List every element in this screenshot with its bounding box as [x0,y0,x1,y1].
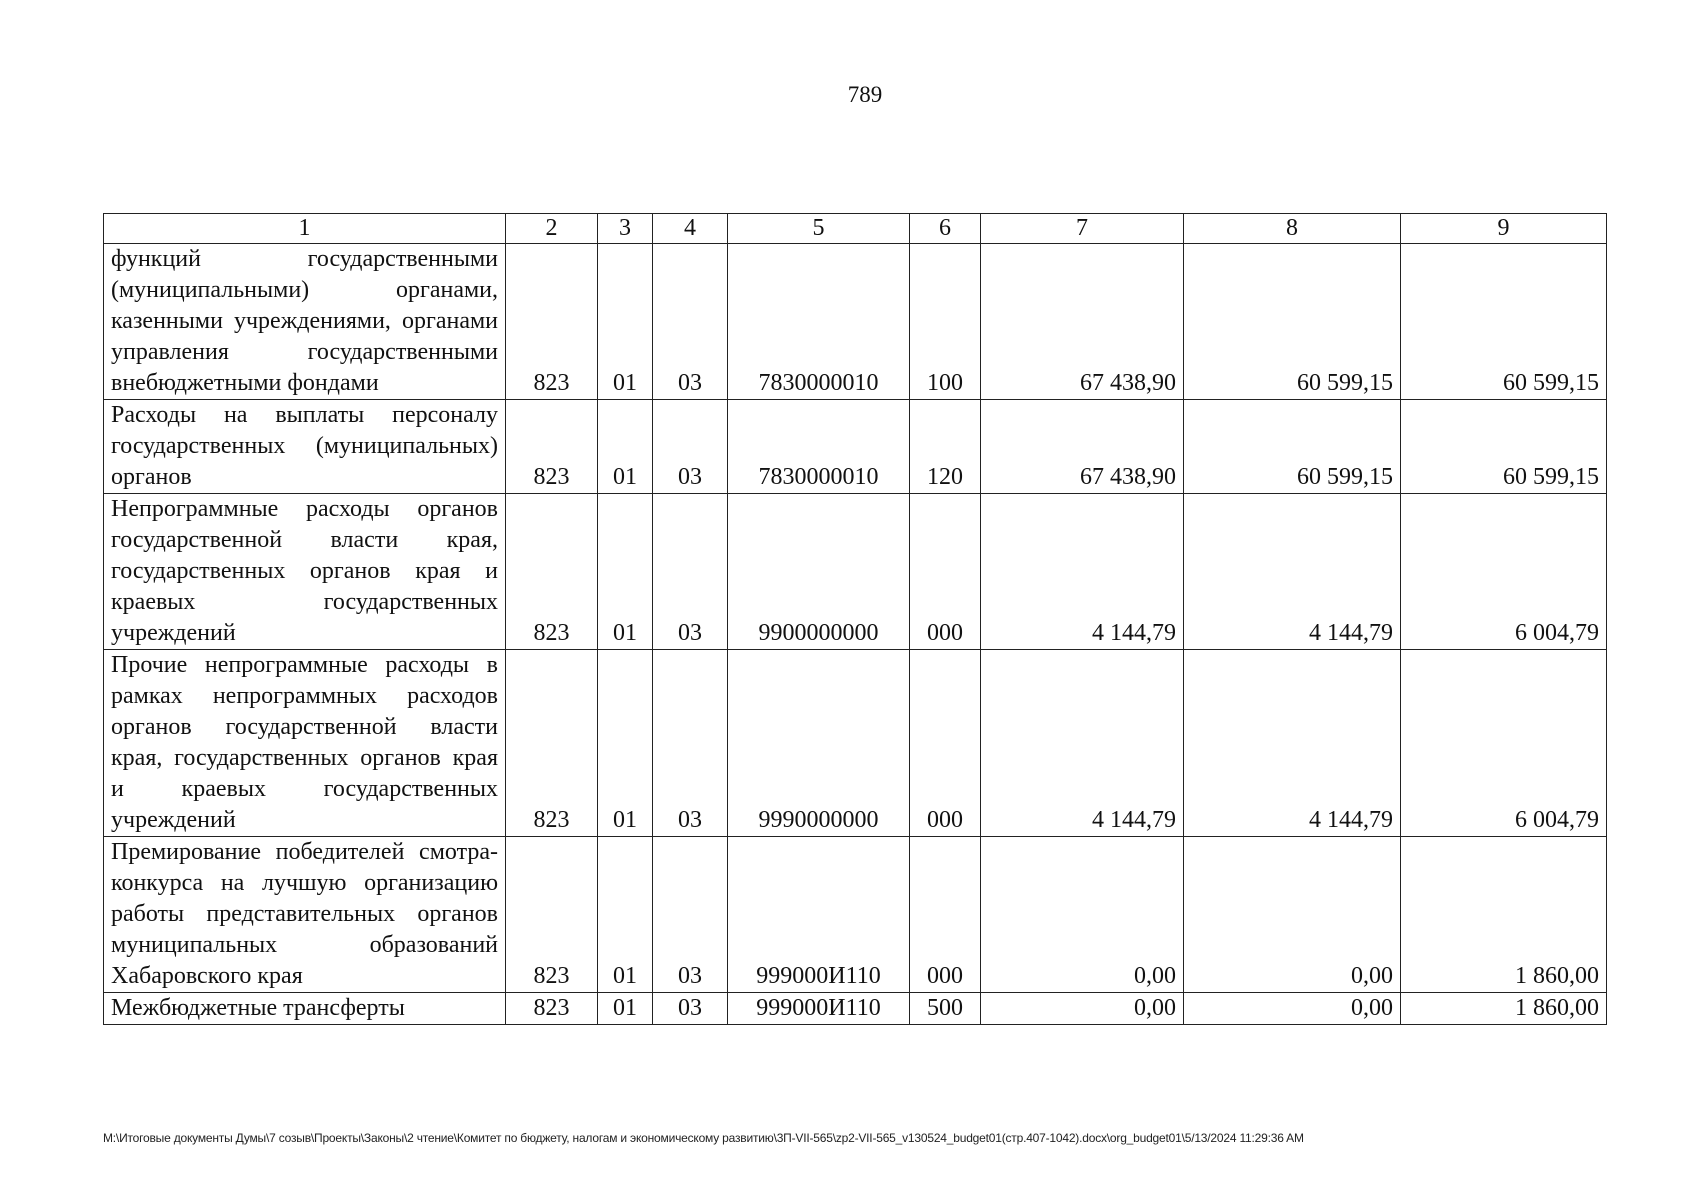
amount-col7-cell: 4 144,79 [981,494,1184,650]
amount-col7-cell: 0,00 [981,837,1184,993]
table-row [104,244,1607,400]
page-number: 789 [847,82,883,107]
column-header: 6 [910,214,981,244]
amount-col8-cell: 60 599,15 [1184,244,1401,400]
subsection-code-cell: 03 [653,494,728,650]
target-article-cell: 999000И110 [728,993,910,1025]
subsection-code-cell: 03 [653,400,728,494]
amount-col7-cell: 67 438,90 [981,400,1184,494]
grbs-code-cell: 823 [506,244,598,400]
amount-col7-cell: 67 438,90 [981,244,1184,400]
column-header: 3 [598,214,653,244]
target-article-cell: 7830000010 [728,244,910,400]
table-header-row [104,214,1607,244]
file-path-footer: М:\Итоговые документы Думы\7 созыв\Проекты\Законы\2 чтение\Комитет по бюджету, налогам и экономическому развитию\3П-VII-565\zp2-VII-565_v130524_budget01(стр.407-1042).docx\org_budget01\5/13/2024 11:29:36 AM [103,1131,1304,1145]
expense-type-cell: 120 [910,400,981,494]
table-row [104,993,1607,1025]
amount-col9-cell: 1 860,00 [1401,837,1607,993]
amount-col7-cell: 4 144,79 [981,650,1184,837]
amount-col8-cell: 0,00 [1184,993,1401,1025]
table-row [104,400,1607,494]
amount-col7-cell: 0,00 [981,993,1184,1025]
expense-type-cell: 500 [910,993,981,1025]
column-header: 8 [1184,214,1401,244]
table-row [104,837,1607,993]
grbs-code-cell: 823 [506,993,598,1025]
target-article-cell: 999000И110 [728,837,910,993]
grbs-code-cell: 823 [506,494,598,650]
amount-col9-cell: 1 860,00 [1401,993,1607,1025]
section-code-cell: 01 [598,244,653,400]
section-code-cell: 01 [598,993,653,1025]
column-header: 4 [653,214,728,244]
subsection-code-cell: 03 [653,650,728,837]
subsection-code-cell: 03 [653,837,728,993]
amount-col9-cell: 60 599,15 [1401,400,1607,494]
grbs-code-cell: 823 [506,650,598,837]
column-header: 7 [981,214,1184,244]
grbs-code-cell: 823 [506,837,598,993]
section-code-cell: 01 [598,400,653,494]
subsection-code-cell: 03 [653,993,728,1025]
grbs-code-cell: 823 [506,400,598,494]
expense-name-cell: функций государственными (муниципальными) органами, казенными учреждениями, органами управления государственными внебюджетными фондами [104,244,506,400]
expense-type-cell: 000 [910,494,981,650]
amount-col8-cell: 0,00 [1184,837,1401,993]
table-row [104,650,1607,837]
column-header: 1 [104,214,506,244]
expense-type-cell: 000 [910,837,981,993]
target-article-cell: 7830000010 [728,400,910,494]
section-code-cell: 01 [598,494,653,650]
amount-col8-cell: 60 599,15 [1184,400,1401,494]
subsection-code-cell: 03 [653,244,728,400]
column-header: 5 [728,214,910,244]
target-article-cell: 9900000000 [728,494,910,650]
column-header: 2 [506,214,598,244]
column-header: 9 [1401,214,1607,244]
expense-type-cell: 100 [910,244,981,400]
expense-type-cell: 000 [910,650,981,837]
section-code-cell: 01 [598,837,653,993]
amount-col9-cell: 6 004,79 [1401,494,1607,650]
target-article-cell: 9990000000 [728,650,910,837]
amount-col9-cell: 6 004,79 [1401,650,1607,837]
amount-col8-cell: 4 144,79 [1184,494,1401,650]
budget-table [103,213,1607,1025]
table-row [104,494,1607,650]
expense-name-cell: Непрограммные расходы органов государственной власти края, государственных органов края и краевых государственных учреждений [104,494,506,650]
amount-col8-cell: 4 144,79 [1184,650,1401,837]
amount-col9-cell: 60 599,15 [1401,244,1607,400]
expense-name-cell: Расходы на выплаты персоналу государственных (муниципальных) органов [104,400,506,494]
expense-name-cell: Межбюджетные трансферты [104,993,506,1025]
expense-name-cell: Прочие непрограммные расходы в рамках непрограммных расходов органов государственной власти края, государственных органов края и краевых государственных учреждений [104,650,506,837]
section-code-cell: 01 [598,650,653,837]
expense-name-cell: Премирование победителей смотра-конкурса на лучшую организацию работы представительных органов муниципальных образований Хабаровского края [104,837,506,993]
